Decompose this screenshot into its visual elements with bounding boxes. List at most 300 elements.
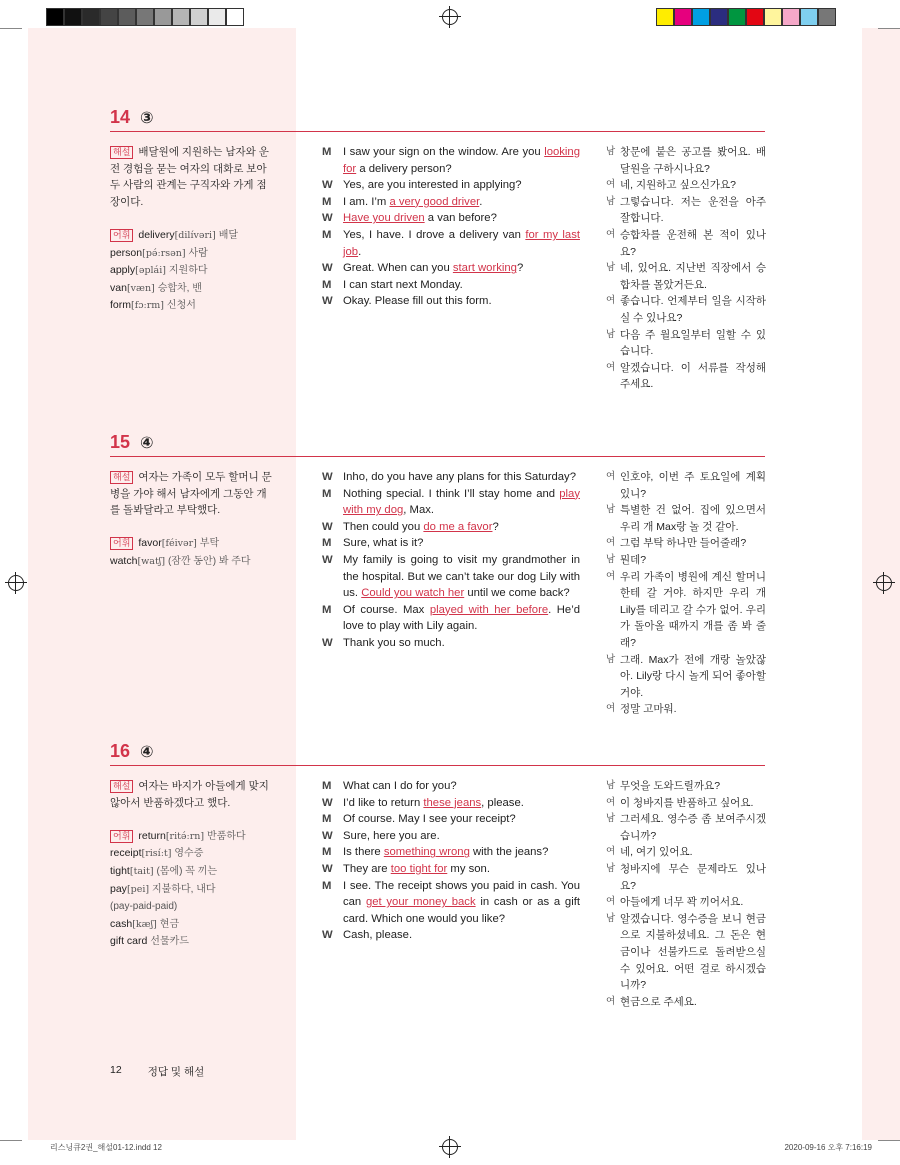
translation-line	[606, 360, 766, 393]
speaker-label: 여	[606, 228, 616, 240]
vocab-meaning: 지불하다, 내다	[152, 883, 216, 895]
dialogue-line	[322, 535, 580, 552]
notes-column	[110, 469, 275, 571]
color-swatch	[710, 8, 728, 26]
vocab-pronunciation: [væn]	[126, 282, 155, 294]
speaker-label: 남	[606, 504, 616, 516]
registration-mark-icon	[876, 575, 892, 591]
translation-text: 네, 여기 있어요.	[620, 846, 693, 859]
translation-line	[606, 552, 766, 569]
vocab-tag: 어휘	[110, 229, 133, 242]
vocab-pronunciation: [ritə́ːrn]	[165, 830, 205, 842]
process-color-bar	[656, 8, 836, 26]
dialogue-segment: Sure, here you are.	[343, 829, 440, 842]
dictation-answer: these jeans	[423, 796, 482, 809]
translation-line	[606, 293, 766, 326]
speaker-label: W	[322, 212, 333, 225]
translation-line	[606, 861, 766, 894]
dialogue-segment: Okay. Please fill out this form.	[343, 295, 492, 308]
dialogue-line	[322, 486, 580, 519]
translation-text: 아들에게 너무 꽉 끼어서요.	[620, 896, 744, 909]
slug-date: 2020-09-16 오후 7:16:19	[784, 1143, 872, 1152]
translation-text: 창문에 붙은 공고를 봤어요. 배달원을 구하시나요?	[620, 146, 766, 175]
explanation-text: 여자는 가족이 모두 할머니 문병을 가야 해서 남자에게 그동안 개를 돌봐달라고 부탁했다.	[110, 471, 272, 517]
vocab-meaning: 현금	[159, 918, 180, 930]
color-swatch	[692, 8, 710, 26]
dialogue-segment: Then could you	[343, 520, 424, 533]
dictation-answer: a very good driver	[389, 195, 480, 208]
speaker-label: W	[322, 796, 333, 809]
vocab-tag: 어휘	[110, 830, 133, 843]
speaker-label: 여	[606, 537, 616, 549]
vocab-word: person	[110, 246, 143, 259]
speaker-label: W	[322, 295, 333, 308]
dictation-answer: for my last job	[343, 228, 580, 258]
translation-text: 청바지에 무슨 문제라도 있나요?	[620, 862, 766, 892]
color-swatch	[764, 8, 782, 26]
translation-text: 알겠습니다. 이 서류를 작성해 주세요.	[620, 361, 766, 391]
vocab-word: van	[110, 281, 127, 294]
vocab-meaning: (pay-paid-paid)	[110, 901, 178, 913]
vocab-meaning: (잠깐 동안) 봐 주다	[167, 555, 251, 567]
dialogue-segment: Of course. Max	[343, 603, 430, 616]
vocab-item	[110, 262, 275, 280]
speaker-label: M	[322, 780, 332, 792]
question-header	[110, 433, 765, 457]
dictation-answer: something wrong	[383, 846, 470, 859]
vocab-item	[110, 898, 275, 916]
dialogue-segment: They are	[343, 862, 391, 875]
vocab-item	[110, 553, 275, 571]
slug-filename: 리스닝큐2권_해설01-12.indd 12	[50, 1143, 162, 1152]
dialogue-text	[343, 486, 580, 519]
vocab-pronunciation: [féivər]	[161, 538, 197, 550]
translation-line	[606, 652, 766, 702]
translation-text: 그래. Max가 전에 개랑 놀았잖아. Lily랑 다시 놀게 되어 좋아할 거야.	[620, 653, 766, 699]
speaker-label: W	[322, 862, 333, 875]
speaker-label: M	[322, 813, 332, 826]
translation-text: 인호야, 이번 주 토요일에 계획 있니?	[620, 471, 766, 500]
dialogue-text	[343, 844, 580, 861]
vocab-tag: 어휘	[110, 537, 133, 550]
dialogue-text	[343, 861, 580, 878]
translation-column	[606, 469, 766, 718]
translation-text: 알겠습니다. 영수증을 보니 현금으로 지불하셨네요. 그 돈은 현금이나 선불카드로 돌려받으실 수 있어요. 어떤 걸로 하시겠습니까?	[620, 912, 766, 992]
dialogue-text	[343, 144, 580, 177]
dialogue-text	[343, 469, 580, 486]
dialogue-line	[322, 177, 580, 194]
translation-line	[606, 795, 766, 812]
registration-mark-icon	[442, 1139, 458, 1155]
gray-swatch	[118, 8, 136, 26]
vocab-meaning: 지원하다	[168, 265, 208, 277]
vocab-item	[110, 828, 275, 846]
speaker-label: 남	[606, 262, 616, 274]
vocab-item	[110, 845, 275, 863]
translation-line	[606, 177, 766, 194]
speaker-label: 여	[606, 471, 616, 482]
vocab-word: favor	[138, 537, 162, 550]
speaker-label: M	[322, 487, 332, 500]
vocab-word: gift card	[110, 935, 148, 948]
question-header	[110, 742, 765, 766]
vocab-item	[110, 280, 275, 298]
explanation-tag: 해설	[110, 146, 133, 159]
dialogue-line	[322, 277, 580, 294]
speaker-label: 여	[606, 896, 616, 908]
speaker-label: W	[322, 520, 333, 533]
dialogue-text	[343, 535, 580, 552]
question-header	[110, 108, 765, 132]
color-swatch	[674, 8, 692, 26]
crop-mark	[878, 1140, 900, 1141]
vocab-word: pay	[110, 882, 127, 895]
gray-swatch	[64, 8, 82, 26]
notes-column	[110, 778, 275, 951]
dialogue-line	[322, 795, 580, 812]
question-section	[110, 741, 766, 1008]
dialogue-line	[322, 260, 580, 277]
speaker-label: 남	[606, 862, 616, 874]
vocab-meaning: 부탁	[199, 538, 220, 550]
notes-column	[110, 144, 275, 315]
spacer	[110, 519, 275, 536]
speaker-label: 여	[606, 703, 616, 715]
vocab-word: form	[110, 299, 131, 312]
speaker-label: 여	[606, 846, 616, 858]
dialogue-text	[343, 260, 580, 277]
translation-line	[606, 502, 766, 535]
speaker-label: W	[322, 262, 333, 275]
crop-mark	[0, 28, 22, 29]
color-swatch	[656, 8, 674, 26]
vocab-pronunciation: [tait]	[129, 865, 154, 877]
translation-text: 그럼 부탁 하나만 들어줄래?	[620, 537, 747, 550]
crop-mark	[878, 28, 900, 29]
translation-column	[606, 778, 766, 1010]
dictation-answer: played with her before	[429, 603, 549, 616]
vocab-word: return	[138, 829, 166, 842]
dialogue-text	[343, 194, 580, 211]
dialogue-segment: , please.	[481, 796, 524, 809]
speaker-label: 남	[606, 912, 616, 924]
translation-line	[606, 144, 766, 177]
dialogue-segment: Yes, I have. I drove a delivery van	[343, 228, 526, 241]
dialogue-text	[343, 828, 580, 845]
explanation-text: 여자는 바지가 아들에게 맞지 않아서 반품하겠다고 했다.	[110, 780, 269, 809]
dialogue-text	[343, 227, 580, 260]
answer-mark: ④	[140, 744, 154, 761]
vocab-item	[110, 863, 275, 881]
speaker-label: 남	[606, 653, 616, 665]
translation-line	[606, 569, 766, 652]
vocab-item	[110, 933, 275, 951]
vocab-pronunciation: [pei]	[126, 883, 150, 895]
dialogue-segment: I can start next Monday.	[343, 278, 463, 291]
dialogue-segment: Is there	[343, 846, 384, 859]
dialogue-text	[343, 811, 580, 828]
dialogue-text	[343, 927, 580, 944]
vocab-pronunciation: [əplái]	[135, 265, 166, 277]
speaker-label: M	[322, 846, 332, 859]
gray-swatch	[226, 8, 244, 26]
vocab-pronunciation: [risíːt]	[141, 848, 172, 860]
dialogue-segment: Thank you so much.	[343, 636, 445, 649]
vocab-item	[110, 881, 275, 899]
translation-text: 다음 주 월요일부터 일할 수 있습니다.	[620, 328, 766, 358]
speaker-label: M	[322, 228, 332, 241]
translation-line	[606, 535, 766, 552]
dialogue-script	[322, 144, 580, 310]
explanation-text: 배달원에 지원하는 남자와 운전 경험을 묻는 여자의 대화로 보아 두 사람의 관계는 구직자와 가게 점장이다.	[110, 146, 269, 208]
vocab-meaning: 승합차, 밴	[157, 282, 202, 294]
explanation-tag: 해설	[110, 780, 133, 793]
speaker-label: 남	[606, 813, 616, 825]
vocab-item	[110, 297, 275, 315]
vocab-item	[110, 245, 275, 263]
speaker-label: 남	[606, 780, 616, 791]
translation-line	[606, 911, 766, 994]
translation-text: 승합차를 운전해 본 적이 있나요?	[620, 228, 766, 258]
explanation	[110, 469, 275, 519]
speaker-label: 여	[606, 295, 616, 307]
speaker-label: M	[322, 537, 332, 550]
color-swatch	[818, 8, 836, 26]
gray-swatch	[46, 8, 64, 26]
gray-swatch	[208, 8, 226, 26]
translation-text: 정말 고마워.	[620, 703, 677, 716]
question-number: 16	[110, 741, 131, 761]
translation-text: 그러세요. 영수증 좀 보여주시겠습니까?	[620, 813, 766, 842]
dialogue-segment: my son.	[447, 862, 490, 875]
translation-text: 현금으로 주세요.	[620, 995, 697, 1008]
footer-title: 정답 및 해설	[147, 1066, 205, 1078]
color-swatch	[800, 8, 818, 26]
dialogue-segment: .	[358, 245, 362, 258]
dictation-answer: Have you driven	[343, 212, 425, 225]
vocab-meaning: 선물카드	[150, 936, 189, 948]
dialogue-line	[322, 635, 580, 652]
spacer	[110, 811, 275, 828]
speaker-label: M	[322, 879, 332, 892]
dialogue-line	[322, 519, 580, 536]
speaker-label: 남	[606, 328, 616, 340]
speaker-label: W	[322, 829, 333, 842]
translation-line	[606, 227, 766, 260]
explanation	[110, 778, 275, 811]
dialogue-segment: ?	[492, 520, 499, 533]
dialogue-segment: , Max.	[403, 504, 435, 517]
dialogue-line	[322, 469, 580, 486]
gray-swatch	[154, 8, 172, 26]
vocab-word: delivery	[138, 228, 175, 241]
dialogue-text	[343, 635, 580, 652]
translation-line	[606, 260, 766, 293]
question-section	[110, 432, 766, 716]
speaker-label: W	[322, 636, 333, 649]
gray-swatch	[100, 8, 118, 26]
speaker-label: M	[322, 278, 332, 291]
vocab-word: watch	[110, 554, 138, 567]
dialogue-line	[322, 878, 580, 928]
translation-text: 특별한 건 없어. 집에 있으면서 우리 개 Max랑 놀 것 같아.	[620, 504, 766, 533]
dialogue-segment: ?	[516, 262, 524, 275]
speaker-label: W	[322, 553, 333, 566]
color-swatch	[728, 8, 746, 26]
dictation-answer: too tight for	[390, 862, 448, 875]
translation-line	[606, 327, 766, 360]
translation-line	[606, 844, 766, 861]
vocab-pronunciation: [pə́ːrsən]	[142, 247, 186, 259]
dialogue-segment: Cash, please.	[343, 929, 413, 942]
speaker-label: 여	[606, 796, 616, 808]
gray-swatch	[136, 8, 154, 26]
vocab-word: cash	[110, 917, 133, 930]
answer-mark: ③	[140, 110, 154, 127]
speaker-label: 여	[606, 995, 616, 1007]
vocab-item	[110, 227, 275, 245]
dialogue-line	[322, 861, 580, 878]
translation-column	[606, 144, 766, 393]
vocab-meaning: (몸에) 꼭 끼는	[156, 865, 218, 877]
dialogue-text	[343, 277, 580, 294]
dialogue-segment: . He’d love to play with Lily again.	[343, 603, 581, 633]
speaker-label: 여	[606, 361, 616, 373]
color-swatch	[746, 8, 764, 26]
speaker-label: 여	[606, 570, 616, 582]
explanation-tag: 해설	[110, 471, 133, 484]
vocab-pronunciation: [fɔːrm]	[131, 300, 164, 312]
dialogue-text	[343, 878, 580, 928]
dialogue-segment: My family is going to visit my grandmother in the hospital. But we can’t take our dog Lily with us.	[343, 553, 580, 600]
speaker-label: M	[322, 195, 332, 208]
translation-text: 네, 지원하고 싶으신가요?	[620, 179, 737, 192]
dialogue-segment: I’d like to return	[343, 796, 424, 809]
answer-mark: ④	[140, 435, 154, 452]
speaker-label: W	[322, 179, 333, 192]
translation-text: 뭔데?	[620, 553, 647, 566]
dialogue-segment: I saw your sign on the window. Are you	[343, 146, 545, 158]
vocab-word: apply	[110, 264, 136, 277]
vocab-pronunciation: [watʃ]	[137, 555, 166, 567]
dialogue-text	[343, 552, 580, 602]
translation-line	[606, 811, 766, 844]
dialogue-segment: Yes, are you interested in applying?	[343, 179, 522, 192]
dialogue-script	[322, 469, 580, 652]
translation-line	[606, 701, 766, 718]
dialogue-text	[343, 778, 580, 795]
dialogue-segment: What can I do for you?	[343, 780, 457, 792]
dialogue-segment: in cash or as a gift card. Which one would you like?	[343, 896, 580, 925]
vocab-item	[110, 535, 275, 553]
dialogue-segment: until we come back?	[464, 587, 570, 600]
dialogue-line	[322, 194, 580, 211]
dialogue-text	[343, 210, 580, 227]
dialogue-line	[322, 552, 580, 602]
dialogue-line	[322, 602, 580, 635]
color-swatch	[782, 8, 800, 26]
speaker-label: 남	[606, 553, 616, 565]
dialogue-text	[343, 293, 580, 310]
dialogue-line	[322, 144, 580, 177]
registration-mark-icon	[442, 9, 458, 25]
gray-swatch	[82, 8, 100, 26]
translation-line	[606, 778, 766, 795]
dialogue-segment: I see. The receipt shows you paid in cash. You can	[343, 879, 580, 909]
dialogue-segment: with the jeans?	[469, 846, 549, 859]
vocab-meaning: 사람	[188, 247, 208, 259]
translation-text: 우리 가족이 병원에 계신 할머니한테 갈 거야. 하지만 우리 개 Lily를 데리고 갈 수가 없어. 우리가 돌아올 때까지 개를 좀 봐 줄래?	[620, 570, 766, 649]
translation-line	[606, 894, 766, 911]
dialogue-segment: Nothing special. I think I’ll stay home and	[343, 487, 560, 500]
speaker-label: M	[322, 603, 332, 616]
dictation-answer: start working	[452, 262, 517, 275]
dialogue-segment: a delivery person?	[356, 162, 452, 175]
translation-text: 이 청바지를 반품하고 싶어요.	[620, 796, 754, 809]
dictation-answer: get your money back	[365, 896, 476, 909]
translation-line	[606, 194, 766, 227]
dialogue-segment: I am. I’m	[343, 195, 390, 208]
vocab-pronunciation: [dilívəri]	[174, 229, 216, 241]
dialogue-segment: a van before?	[424, 212, 497, 225]
vocab-meaning: 신청서	[166, 300, 196, 312]
vocab-meaning: 배달	[218, 229, 239, 241]
dialogue-line	[322, 811, 580, 828]
dialogue-text	[343, 519, 580, 536]
vocab-item	[110, 916, 275, 934]
speaker-label: M	[322, 146, 332, 158]
dialogue-script	[322, 778, 580, 944]
dialogue-segment: Great. When can you	[343, 262, 453, 275]
speaker-label: W	[322, 929, 333, 942]
dialogue-segment: Sure, what is it?	[343, 537, 424, 550]
dictation-answer: play with my dog	[343, 487, 580, 517]
dictation-answer: do me a favor	[423, 520, 493, 533]
dialogue-segment: Inho, do you have any plans for this Saturday?	[343, 471, 576, 483]
speaker-label: 남	[606, 146, 616, 157]
question-section	[110, 107, 766, 391]
speaker-label: W	[322, 471, 333, 483]
dialogue-text	[343, 177, 580, 194]
vocab-pronunciation: [kæʃ]	[132, 918, 157, 930]
page-number: 12	[110, 1064, 122, 1076]
dictation-answer: looking for	[343, 146, 580, 175]
translation-line	[606, 469, 766, 502]
dialogue-line	[322, 293, 580, 310]
registration-mark-icon	[8, 575, 24, 591]
question-number: 15	[110, 432, 131, 452]
dialogue-text	[343, 602, 580, 635]
vocab-meaning: 반품하다	[207, 830, 246, 842]
question-number: 14	[110, 107, 131, 127]
crop-mark	[0, 1140, 22, 1141]
dialogue-line	[322, 227, 580, 260]
gray-swatch	[190, 8, 208, 26]
speaker-label: 여	[606, 179, 616, 191]
translation-text: 네, 있어요. 지난번 직장에서 승합차를 몰았거든요.	[620, 262, 766, 291]
dialogue-line	[322, 927, 580, 944]
speaker-label: 남	[606, 195, 616, 207]
dialogue-segment: Of course. May I see your receipt?	[343, 813, 516, 826]
page-footer	[110, 1064, 204, 1079]
translation-text: 무엇을 도와드릴까요?	[620, 780, 721, 792]
translation-text: 그렇습니다. 저는 운전을 아주 잘합니다.	[620, 195, 766, 225]
dialogue-segment: .	[479, 195, 483, 208]
dialogue-line	[322, 778, 580, 795]
translation-text: 좋습니다. 언제부터 일을 시작하실 수 있나요?	[620, 295, 766, 324]
dictation-answer: Could you watch her	[361, 587, 465, 600]
dialogue-line	[322, 844, 580, 861]
